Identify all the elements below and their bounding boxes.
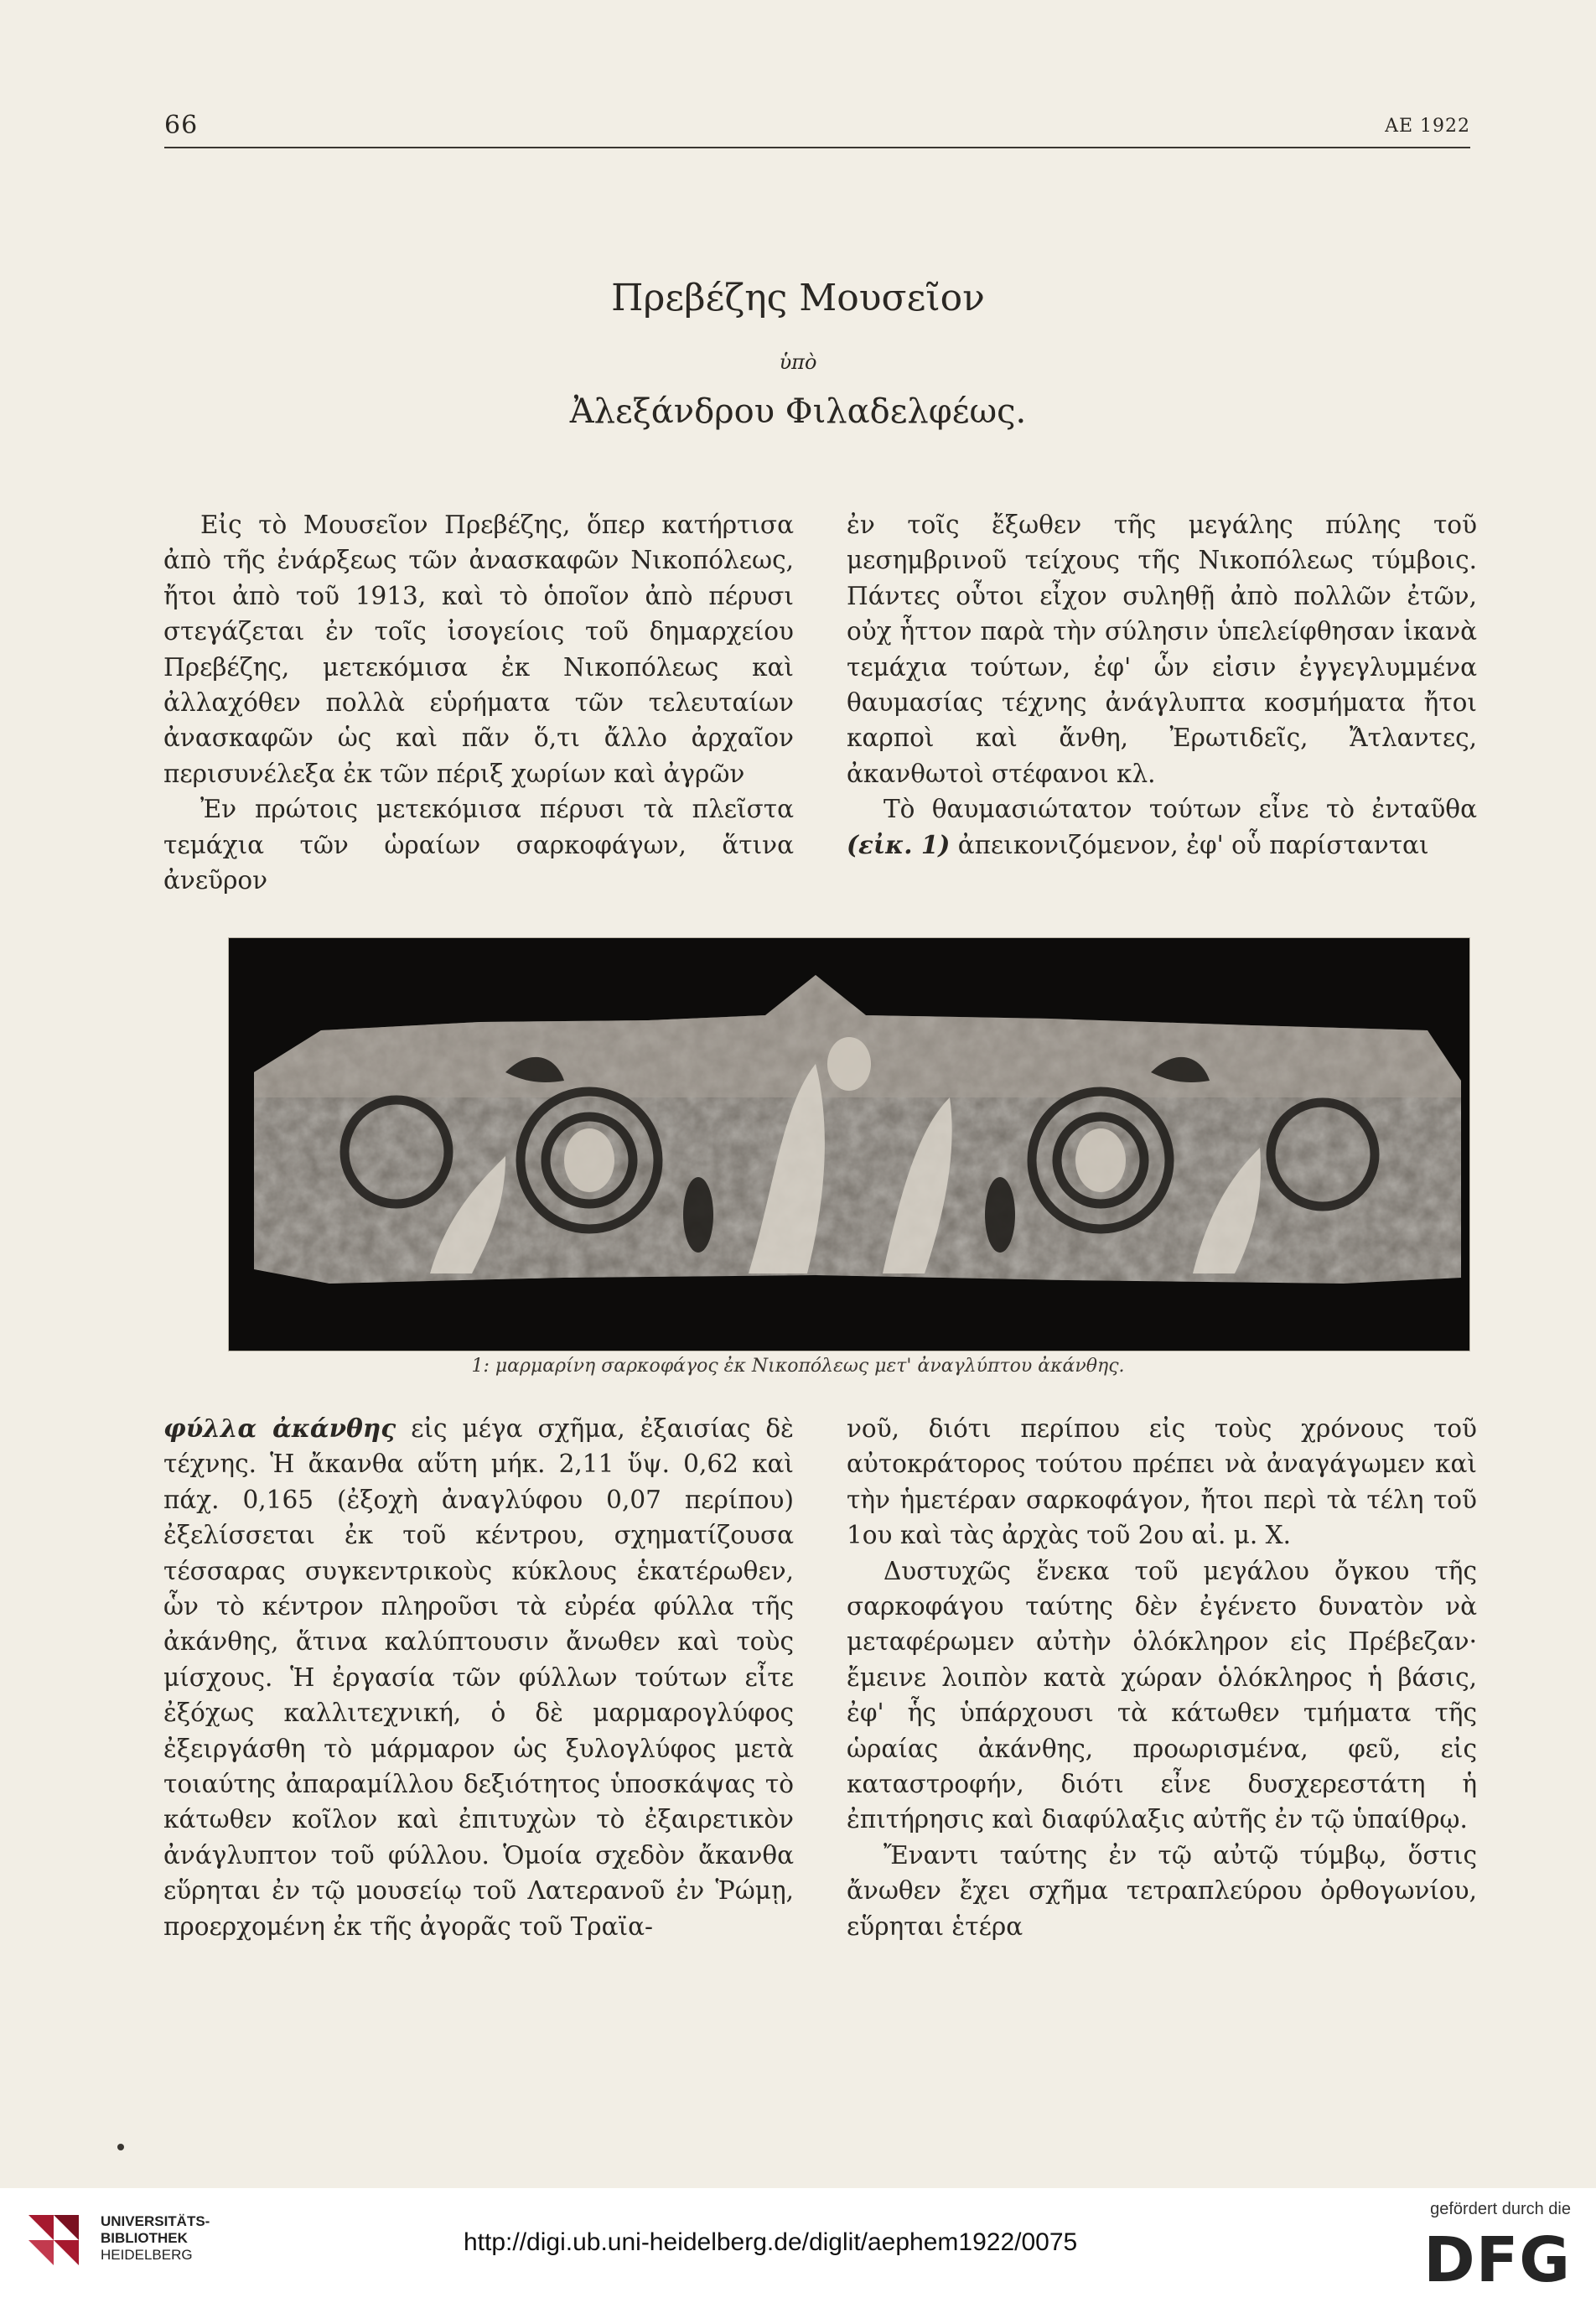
paragraph xyxy=(163,1411,794,1944)
university-library-logo xyxy=(20,2207,87,2274)
paragraph: Ἐν πρώτοις μετεκόμισα πέρυσι τὰ πλεῖστα τεμάχια τῶν ὡραίων σαρκοφάγων, ἅτινα ἀνεῦρον xyxy=(163,795,794,895)
library-name: UNIVERSITÄTS- BIBLIOTHEK HEIDELBERG xyxy=(101,2213,210,2263)
column-bottom-right xyxy=(847,1411,1477,1944)
article-title: Πρεβέζης Μουσεῖον xyxy=(611,277,985,319)
header-rule xyxy=(164,147,1470,148)
figure-photo xyxy=(228,937,1470,1351)
column-top-left xyxy=(163,507,794,898)
paragraph: νοῦ, διότι περίπου εἰς τοὺς χρόνους τοῦ αὐτοκράτορος τούτου πρέπει νὰ ἀναγάγωμεν καὶ τὴν ἡμετέραν σαρκοφάγον, ἤτοι περὶ τὰ τέλη τοῦ 1ου καὶ τὰς ἀρχὰς τοῦ 2ου αἰ. μ. Χ. xyxy=(847,1414,1477,1550)
paragraph-text: Τὸ θαυμασιώτατον τούτων εἶνε τὸ ἐνταῦθα xyxy=(884,795,1477,824)
paragraph: ἐν τοῖς ἔξωθεν τῆς μεγάλης πύλης τοῦ μεσημβρινοῦ τείχους τῆς Νικοπόλεως τύμβοις. Πάντες οὗτοι εἶχον συληθῇ ἀπὸ πολλῶν ἐτῶν, οὐχ ἧττον παρὰ τὴν σύλησιν ὑπελείφθησαν ἱκανὰ τεμάχια τούτων, ἐφ' ὧν εἰσιν ἐγγεγλυμμένα θαυμασίας τέχνης ἀνάγλυπτα κοσμήματα ἤτοι καρποὶ καὶ ἄνθη, Ἐρωτιδεῖς, Ἄτλαντες, ἀκανθωτοὶ στέφανοι κλ. xyxy=(847,511,1477,788)
acanthus-relief-photo xyxy=(229,938,1469,1351)
permalink-url[interactable]: http://digi.ub.uni-heidelberg.de/diglit/aephem1922/0075 xyxy=(464,2228,1078,2256)
author-name: Ἀλεξάνδρου Φιλαδελφέως. xyxy=(569,392,1027,431)
page-number: 66 xyxy=(164,111,199,140)
paragraph-text: εἰς μέγα σχῆμα, ἐξαισίας δὲ τέχνης. Ἡ ἄκανθα αὕτη μήκ. 2,11 ὕψ. 0,62 καὶ πάχ. 0,165 (ἐξοχὴ ἀναγλύφου 0,07 περίπου) ἐξελίσσεται ἐκ τοῦ κέντρου, σχηματίζουσα τέσσαρας συγκεντρικοὺς κύκλους ἑκατέρωθεν, ὧν τὸ κέντρον πληροῦσι τὰ εὐρέα φύλλα τῆς ἀκάνθης, ἅτινα καλύπτουσιν ἄνωθεν καὶ τοὺς μίσχους. Ἡ ἐργασία τῶν φύλλων τούτων εἶτε ἐξόχως καλλιτεχνική, ὁ δὲ μαρμαρογλύφος ἐξειργάσθη τὸ μάρμαρον ὡς ξυλογλύφος μετὰ τοιαύτης ἀπαραμίλλου δεξιότητος ὑποσκάψας τὸ κάτωθεν κοῖλον καὶ ἐπιτυχὼν τὸ ἐξαιρετικὸν ἀνάγλυπτον τοῦ φύλλου. Ὁμοία σχεδὸν ἄκανθα εὕρηται ἐν τῷ μουσείῳ τοῦ Λατερανοῦ ἐν Ῥώμῃ, προερχομένη ἐκ τῆς ἀγορᾶς τοῦ Τραϊα- xyxy=(163,1414,794,1941)
sponsor-text: gefördert durch die xyxy=(1430,2200,1571,2218)
figure-reference: (εἰκ. 1) xyxy=(847,829,951,859)
paragraph xyxy=(847,791,1477,863)
running-head: ΑΕ 1922 xyxy=(1385,116,1470,137)
paragraph-text: ἀπεικονιζόμενον, ἐφ' οὗ παρίστανται xyxy=(957,830,1429,859)
byline-prefix: ὑπὸ xyxy=(779,350,817,374)
digitization-footer xyxy=(0,2188,1596,2303)
emphasized-lead: φύλλα ἀκάνθης xyxy=(163,1413,396,1443)
column-top-right xyxy=(847,507,1477,863)
paragraph: Εἰς τὸ Μουσεῖον Πρεβέζης, ὅπερ κατήρτισα ἀπὸ τῆς ἐνάρξεως τῶν ἀνασκαφῶν Νικοπόλεως, ἤτοι ἀπὸ τοῦ 1913, καὶ τὸ ὁποῖον ἀπὸ πέρυσι στεγάζεται ἐν τοῖς ἰσογείοις τοῦ δημαρχείου Πρεβέζης, μετεκόμισα ἐκ Νικοπόλεως καὶ ἀλλαχόθεν πολλὰ εὑρήματα τῶν τελευταίων ἀνασκαφῶν ὡς καὶ πᾶν ὅ,τι ἄλλο ἀρχαῖον περισυνέλεξα ἐκ τῶν πέριξ χωρίων καὶ ἀγρῶν xyxy=(163,511,794,788)
paragraph: Ἔναντι ταύτης ἐν τῷ αὐτῷ τύμβῳ, ὅστις ἄνωθεν ἔχει σχῆμα τετραπλεύρου ὀρθογωνίου, εὕρηται ἑτέρα xyxy=(847,1840,1477,1941)
column-bottom-left xyxy=(163,1411,794,1944)
paragraph: Δυστυχῶς ἕνεκα τοῦ μεγάλου ὄγκου τῆς σαρκοφάγου ταύτης δὲν ἐγένετο δυνατὸν νὰ μεταφέρωμεν αὐτὴν ὁλόκληρον εἰς Πρέβεζαν· ἔμεινε λοιπὸν κατὰ χώραν ὁλόκληρος ἡ βάσις, ἐφ' ἧς ὑπάρχουσι τὰ κάτωθεν τμήματα τῆς ὡραίας ἀκάνθης, προωρισμένα, φεῦ, εἰς καταστροφήν, διότι εἶνε δυσχερεστάτη ἡ ἐπιτήρησις καὶ διαφύλαξις αὐτῆς ἐν τῷ ὑπαίθρῳ. xyxy=(847,1556,1477,1834)
figure-caption: 1: μαρμαρίνη σαρκοφάγος ἐκ Νικοπόλεως μετ' ἀναγλύπτου ἀκάνθης. xyxy=(471,1356,1125,1377)
dfg-logo: DFG xyxy=(1423,2224,1571,2296)
page-mark xyxy=(117,2144,124,2150)
